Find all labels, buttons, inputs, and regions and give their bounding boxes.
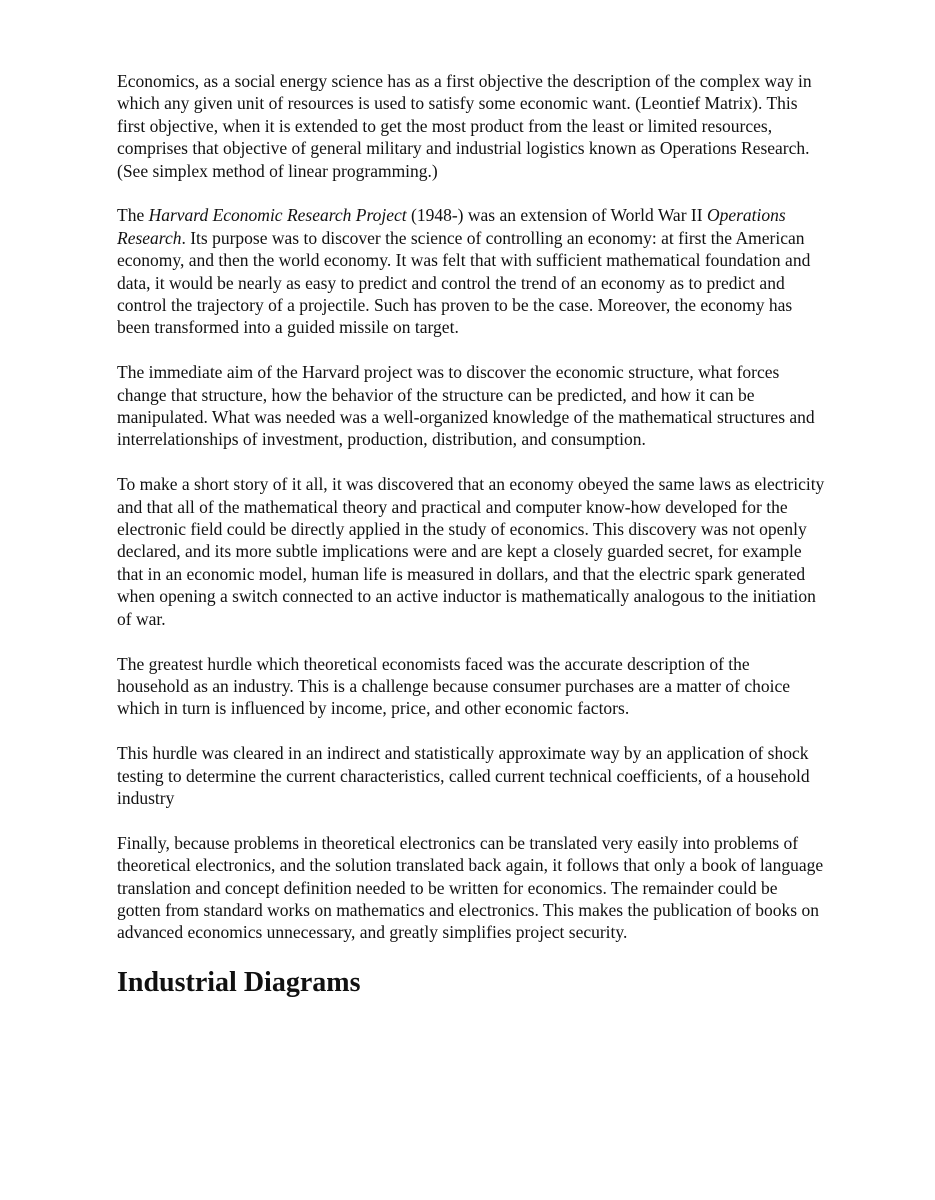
paragraph-4 xyxy=(117,473,825,630)
operations-research-italic: Operations Research xyxy=(117,205,786,248)
paragraph-7-text: Finally, because problems in theoretical electronics can be translated very easily into problems of theoretical electronics, and the solution translated back again, it follows that only a book of language translation and concept definition needed to be written for economics. The remainder could be gotten from standard works on mathematics and electronics. This makes the publication of books on advanced economics unnecessary, and greatly simplifies project security. xyxy=(117,832,824,943)
paragraph-2-text-c: . Its purpose was to discover the science of controlling an economy: at first the American economy, and then the world economy. It was felt that with sufficient mathematical foundation and data, it would be nearly as easy to predict and control the trend of an economy as to predict and control the trajectory of a projectile. Such has proven to be the case. Moreover, the economy has been transformed into a guided missile on target. xyxy=(117,227,811,338)
paragraph-4-text: To make a short story of it all, it was discovered that an economy obeyed the same laws as electricity and that all of the mathematical theory and practical and computer know-how developed for the electronic field could be directly applied in the study of economics. This discovery was not openly declared, and its more subtle implications were and are kept a closely guarded secret, for example that in an economic model, human life is measured in dollars, and that the electric spark generated when opening a switch connected to an active inductor is mathematically analogous to the initiation of war. xyxy=(117,474,825,629)
paragraph-1 xyxy=(117,70,825,182)
paragraph-2-text-b: (1948-) was an extension of World War II xyxy=(406,205,707,226)
paragraph-1-text: Economics, as a social energy science has as a first objective the description of the complex way in which any given unit of resources is used to satisfy some economic want. (Leontief Matrix). This first objective, when it is extended to get the most product from the least or limited resources, comprises that objective of general military and industrial logistics known as Operations Research. (See simplex method of linear programming.) xyxy=(117,71,812,181)
paragraph-5 xyxy=(117,653,825,720)
section-heading: Industrial Diagrams xyxy=(117,967,361,999)
paragraph-2-text-a: The xyxy=(117,205,149,226)
paragraph-2 xyxy=(117,204,825,338)
project-title-italic: Harvard Economic Research Project xyxy=(148,205,407,226)
paragraph-6-text: This hurdle was cleared in an indirect and statistically approximate way by an application of shock testing to determine the current characteristics, called current technical coefficients, of a household industry xyxy=(117,743,810,808)
body-text xyxy=(117,70,825,944)
paragraph-6 xyxy=(117,742,825,809)
paragraph-5-text: The greatest hurdle which theoretical economists faced was the accurate description of the household as an industry. This is a challenge because consumer purchases are a matter of choice which in turn is influenced by income, price, and other economic factors. xyxy=(117,653,791,719)
paragraph-3 xyxy=(117,361,825,451)
document-page xyxy=(117,70,825,1000)
paragraph-7 xyxy=(117,832,825,944)
paragraph-3-text: The immediate aim of the Harvard project was to discover the economic structure, what forces change that structure, how the behavior of the structure can be predicted, and how it can be manipulated. What was needed was a well-organized knowledge of the mathematical structures and interrelationships of investment, production, distribution, and consumption. xyxy=(117,362,815,450)
